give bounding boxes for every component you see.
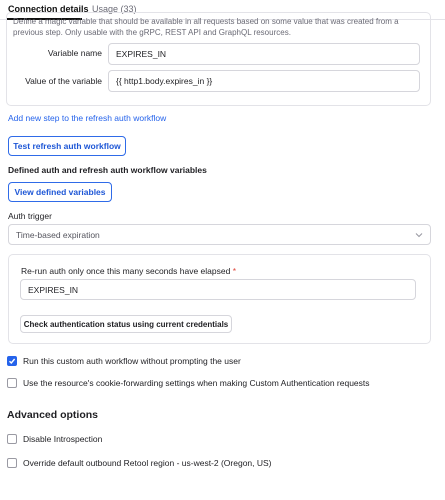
option-label: Run this custom auth workflow without prompting the user (23, 356, 241, 366)
rerun-seconds-input[interactable] (20, 279, 416, 300)
check-auth-status-button[interactable]: Check authentication status using current credentials (20, 315, 232, 333)
advanced-options-heading: Advanced options (7, 409, 99, 421)
checkbox-unchecked[interactable] (7, 378, 17, 388)
variable-value-label: Value of the variable (25, 76, 102, 86)
view-defined-variables-button[interactable]: View defined variables (8, 182, 112, 202)
option-override-region[interactable] (7, 458, 272, 468)
defined-variables-heading: Defined auth and refresh auth workflow variables (8, 165, 207, 175)
variable-name-label: Variable name (47, 48, 102, 58)
variable-name-value: EXPIRES_IN (116, 49, 167, 59)
rerun-label-text: Re-run auth only once this many seconds have elapsed (21, 266, 231, 276)
required-indicator: * (232, 266, 237, 276)
variable-value-input[interactable] (108, 70, 420, 92)
add-step-link[interactable]: Add new step to the refresh auth workflow (8, 113, 167, 123)
option-label: Disable Introspection (23, 434, 103, 444)
auth-trigger-label: Auth trigger (8, 211, 52, 221)
option-run-without-prompt[interactable] (7, 356, 241, 366)
option-disable-introspection[interactable] (7, 434, 102, 444)
chevron-down-icon (415, 230, 423, 240)
variable-value-value: {{ http1.body.expires_in }} (116, 76, 213, 86)
option-label: Override default outbound Retool region - us-west-2 (Oregon, US) (23, 458, 272, 468)
rerun-seconds-value: EXPIRES_IN (28, 284, 79, 295)
variable-name-input[interactable] (108, 43, 420, 65)
step-description: Define a magic variable that should be available in all requests based on some value that was created from a previous step. Only usable with the gRPC, REST API and GraphQL resources. (13, 17, 399, 37)
auth-trigger-select[interactable] (8, 224, 431, 245)
check-icon (8, 357, 16, 365)
tab-connection-details[interactable]: Connection details (8, 4, 89, 14)
rerun-label (21, 266, 236, 276)
option-cookie-forwarding[interactable] (7, 378, 370, 388)
auth-trigger-selected: Time-based expiration (16, 229, 100, 240)
tab-usage[interactable]: Usage (33) (92, 4, 137, 14)
checkbox-checked[interactable] (7, 356, 17, 366)
checkbox-unchecked[interactable] (7, 434, 17, 444)
option-label: Use the resource's cookie-forwarding settings when making Custom Authentication requests (23, 378, 370, 388)
checkbox-unchecked[interactable] (7, 458, 17, 468)
test-refresh-auth-button[interactable]: Test refresh auth workflow (8, 136, 126, 156)
